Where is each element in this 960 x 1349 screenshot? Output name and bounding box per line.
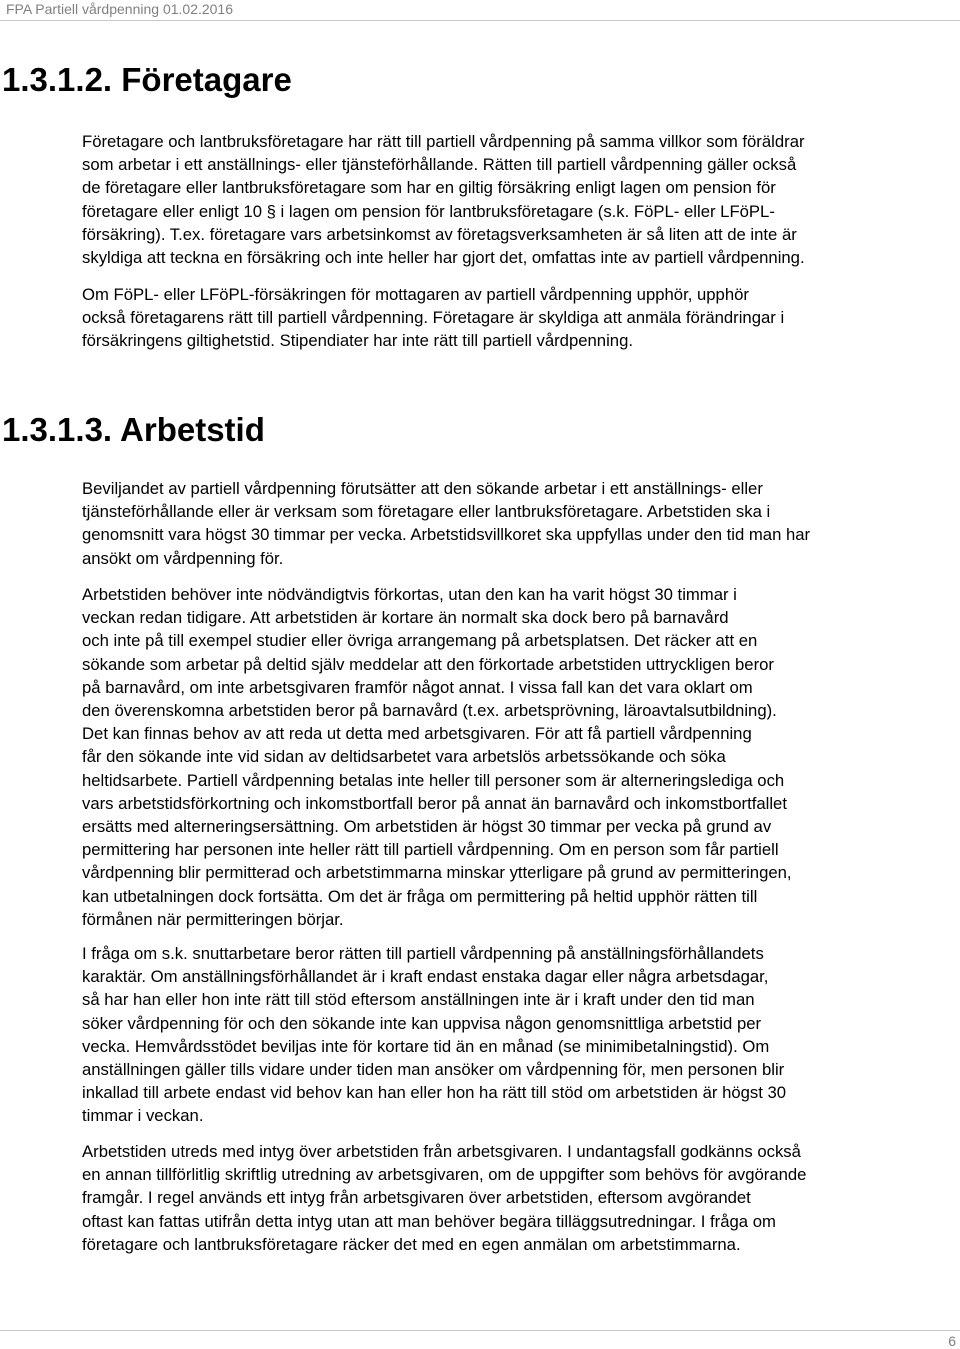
text-line: på barnavård, om inte arbetsgivaren framför något annat. I vissa fall kan det vara oklart om [82,677,753,697]
paragraph-arbetstid-4 [82,1140,958,1256]
text-line: karaktär. Om anställningsförhållandet är i kraft endast enstaka dagar eller några arbetsdagar, [82,967,769,987]
paragraph-arbetstid-1 [82,477,958,570]
text-line: permittering har personen inte heller rätt till partiell vårdpenning. Om en person som får partiell [82,840,779,860]
text-line: försäkringens giltighetstid. Stipendiater har inte rätt till partiell vårdpenning. [82,331,633,351]
text-line: tjänsteförhållande eller är verksam som företagare eller lantbruksföretagare. Arbetstiden ska i [82,502,771,522]
text-line: företagare och lantbruksföretagare räcker det med en egen anmälan om arbetstimmarna. [82,1234,741,1254]
text-line: Företagare och lantbruksföretagare har rätt till partiell vårdpenning på samma villkor som föräldrar [82,132,805,151]
text-line: vecka. Hemvårdsstödet beviljas inte för kortare tid än en månad (se minimibetalningstid). Om [82,1036,770,1056]
section-heading-foretagare: 1.3.1.2. Företagare [2,61,292,98]
text-line: kan utbetalningen dock fortsätta. Om det är fråga om permittering på heltid upphör rätten till [82,886,758,906]
text-line: framgår. I regel används ett intyg från arbetsgivaren över arbetstiden, eftersom avgörandet [82,1188,751,1208]
text-line: får den sökande inte vid sidan av deltidsarbetet vara arbetslös arbetssökande och söka [82,747,726,767]
text-line: företagare eller enligt 10 § i lagen om pension för lantbruksföretagare (s.k. FöPL- eller LFöPL- [82,201,775,221]
text-line: sökande som arbetar på deltid själv meddelar att den förkortade arbetstiden uttryckligen beror [82,654,774,674]
text-line: Arbetstiden behöver inte nödvändigtvis förkortas, utan den kan ha varit högst 30 timmar i [82,585,737,604]
text-line: förmånen när permitteringen börjar. [82,909,344,929]
footer-divider [0,1330,960,1331]
text-line: de företagare eller lantbruksföretagare som har en giltig försäkring enligt lagen om pension för [82,178,776,198]
page-number: 6 [948,1333,956,1349]
text-line: genomsnitt vara högst 30 timmar per vecka. Arbetstidsvillkoret ska uppfyllas under den tid man har [82,525,811,545]
text-line: som arbetar i ett anställnings- eller tjänsteförhållande. Rätten till partiell vårdpenning gäller också [82,155,797,175]
text-line: försäkring). T.ex. företagare vars arbetsinkomst av företagsverksamheten är så liten att de inte är [82,224,797,244]
text-line: vars arbetstidsförkortning och inkomstbortfall beror på annat än barnavård och inkomstbortfallet [82,793,787,813]
text-line: så har han eller hon inte rätt till stöd eftersom anställningen inte är i kraft under den tid man [82,990,755,1010]
text-line: Om FöPL- eller LFöPL-försäkringen för mottagaren av partiell vårdpenning upphör, upphör [82,285,749,304]
text-line: den överenskomna arbetstiden beror på barnavård (t.ex. arbetsprövning, läroavtalsutbildning). [82,701,777,721]
paragraph-foretagare-2 [82,283,958,353]
text-line: söker vårdpenning för och den sökande inte kan uppvisa någon genomsnittliga arbetstid per [82,1013,762,1033]
text-line: oftast kan fattas utifrån detta intyg utan att man behöver begära tilläggsutredningar. I fråga om [82,1211,776,1231]
text-line: vårdpenning blir permitterad och arbetstimmarna minskar ytterligare på grund av permitteringen, [82,863,792,883]
text-line: Arbetstiden utreds med intyg över arbetstiden från arbetsgivaren. I undantagsfall godkänns också [82,1142,801,1161]
text-line: timmar i veckan. [82,1106,204,1126]
text-line: ansökt om vårdpenning för. [82,548,284,568]
text-line: inkallad till arbete endast vid behov kan han eller hon ha rätt till stöd om arbetstiden är högst 30 [82,1083,787,1103]
running-header: FPA Partiell vårdpenning 01.02.2016 [6,1,234,17]
text-line: Beviljandet av partiell vårdpenning förutsätter att den sökande arbetar i ett anställnings- eller [82,479,763,498]
paragraph-foretagare-1 [82,130,958,269]
paragraph-arbetstid-2 [82,583,958,931]
text-line: ersätts med alterneringsersättning. Om arbetstiden är högst 30 timmar per vecka på grund av [82,817,772,837]
paragraph-arbetstid-3 [82,942,958,1128]
text-line: heltidsarbete. Partiell vårdpenning betalas inte heller till personer som är alterneringslediga och [82,770,785,790]
section-heading-arbetstid: 1.3.1.3. Arbetstid [2,411,265,448]
text-line: Det kan finnas behov av att reda ut detta med arbetsgivaren. För att få partiell vårdpenning [82,724,752,744]
text-line: en annan tillförlitlig skriftlig utredning av arbetsgivaren, om de uppgifter som behövs för avgörande [82,1165,807,1185]
text-line: veckan redan tidigare. Att arbetstiden är kortare än normalt ska dock bero på barnavård [82,608,729,628]
text-line: skyldiga att teckna en försäkring och inte heller har gjort det, omfattas inte av partiell vårdpenning. [82,248,805,268]
text-line: I fråga om s.k. snuttarbetare beror rätten till partiell vårdpenning på anställningsförhållandets [82,944,764,963]
text-line: också företagarens rätt till partiell vårdpenning. Företagare är skyldiga att anmäla förändringar i [82,308,785,328]
text-line: anställningen gäller tills vidare under tiden man ansöker om vårdpenning för, men personen blir [82,1060,785,1080]
header-divider [0,20,960,21]
text-line: och inte på till exempel studier eller övriga arrangemang på arbetsplatsen. Det räcker att en [82,631,758,651]
